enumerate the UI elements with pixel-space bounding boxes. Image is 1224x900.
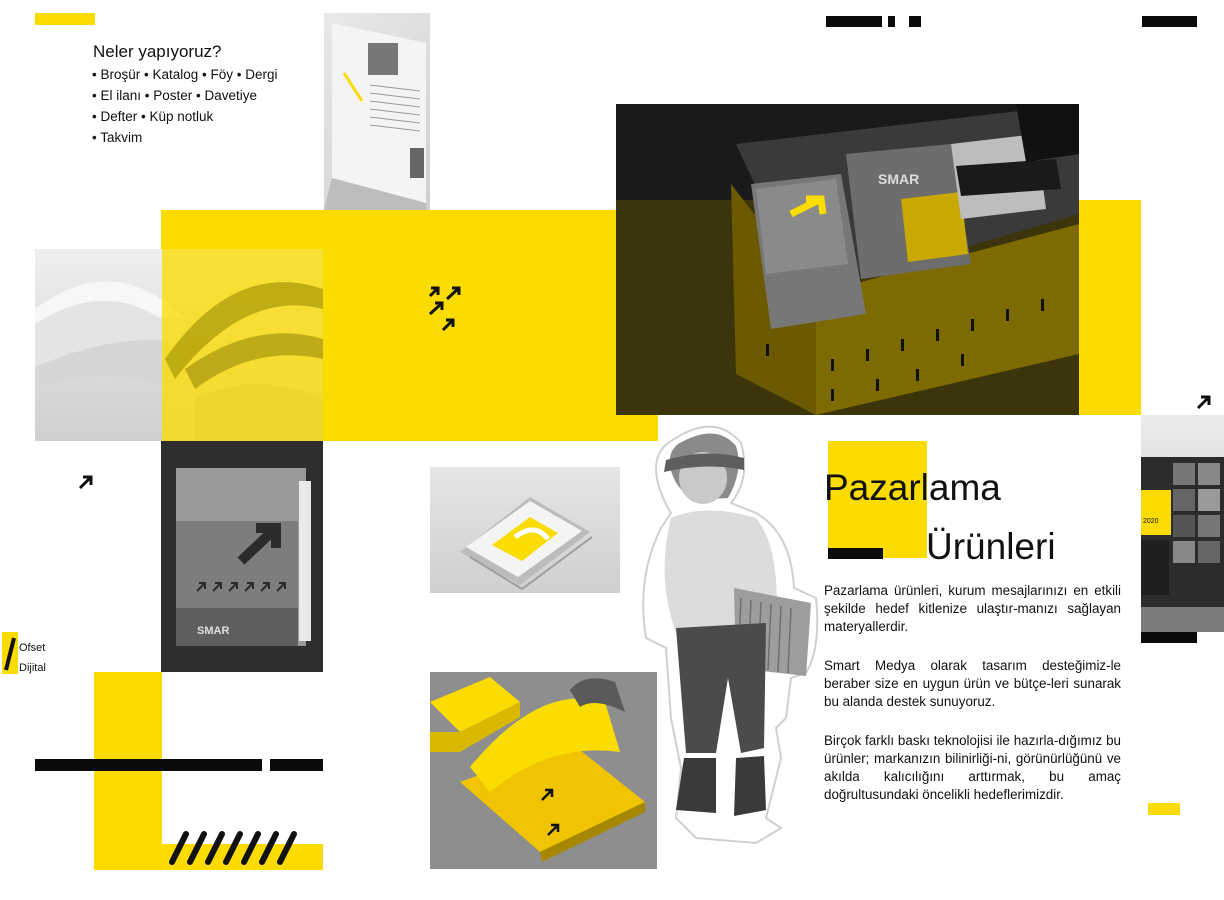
- calendar-photo: [1141, 415, 1224, 632]
- poster-illustration: [430, 467, 620, 593]
- box-wordmark: SMAR: [878, 171, 920, 187]
- decor-black-bar-top-2: [888, 16, 895, 27]
- arrow-up-right-icon: [78, 474, 94, 490]
- print-type-offset: Ofset: [19, 642, 46, 654]
- arrow-up-right-icon: [1196, 394, 1212, 410]
- decor-black-bar-top-1: [826, 16, 882, 27]
- decor-black-bar-top-4: [1142, 16, 1197, 27]
- services-line: • Defter • Küp notluk: [92, 109, 214, 124]
- yellow-band-right: [1079, 200, 1141, 415]
- decor-yellow-bar-bottom-right: [1148, 803, 1180, 815]
- decor-black-bar-top-3: [909, 16, 921, 27]
- brochure-illustration: [324, 13, 430, 210]
- decor-yellow-l-vertical: [94, 672, 162, 870]
- decor-black-bar-bottom-2: [270, 759, 323, 771]
- notebook-photo: [161, 441, 323, 672]
- decor-black-bar-bottom-1: [35, 759, 262, 771]
- section-paragraph: Smart Medya olarak tasarım desteğimiz-le beraber size en uygun ürün ve bütçe-leri sunarak bu alanda destek sunuyoruz.: [824, 658, 1121, 709]
- section-paragraph: Pazarlama ürünleri, kurum mesajlarınızı en etkili şekilde hedef kitlenize ulaştır-manızı sağlayan materyallerdir.: [824, 583, 1121, 634]
- poster-photo: [430, 467, 620, 593]
- notebook-illustration: [161, 441, 323, 672]
- slash-stripe-icon: [2, 632, 18, 674]
- decor-black-bar-right: [1141, 632, 1197, 643]
- section-paragraph: Birçok farklı baskı teknolojisi ile hazırla-dığımız bu ürünler; markanızın bilinirliği-ni, görünürlüğünü ve akılda kalıcılığını arttırmak, bu amaç doğrultusundaki öncelikli hedeflerimizdir.: [824, 733, 1121, 802]
- box-photo: [616, 104, 1079, 415]
- heading-black-bar: [828, 548, 883, 559]
- services-line: • Broşür • Katalog • Föy • Dergi: [92, 67, 278, 82]
- brochure-photo: [324, 13, 430, 210]
- decor-yellow-bar-top: [35, 13, 95, 25]
- services-title: Neler yapıyoruz?: [93, 42, 222, 61]
- calendar-year: 2020: [1143, 518, 1159, 525]
- newsboy-photo: [616, 418, 828, 848]
- open-book-illustration: [35, 249, 323, 441]
- arrow-cluster-icon: [427, 286, 471, 334]
- open-book-photo: [35, 249, 323, 441]
- print-type-digital: Dijital: [19, 662, 46, 674]
- notebook-wordmark: SMAR: [197, 625, 230, 637]
- section-heading-line1: Pazarlama: [824, 467, 1001, 508]
- calendar-illustration: [1141, 415, 1224, 632]
- services-line: • Takvim: [92, 130, 143, 145]
- box-illustration: [616, 104, 1079, 415]
- section-heading-line2: Ürünleri: [926, 526, 1056, 567]
- services-line: • El ilanı • Poster • Davetiye: [92, 88, 257, 103]
- slash-stripes-icon: [165, 830, 305, 866]
